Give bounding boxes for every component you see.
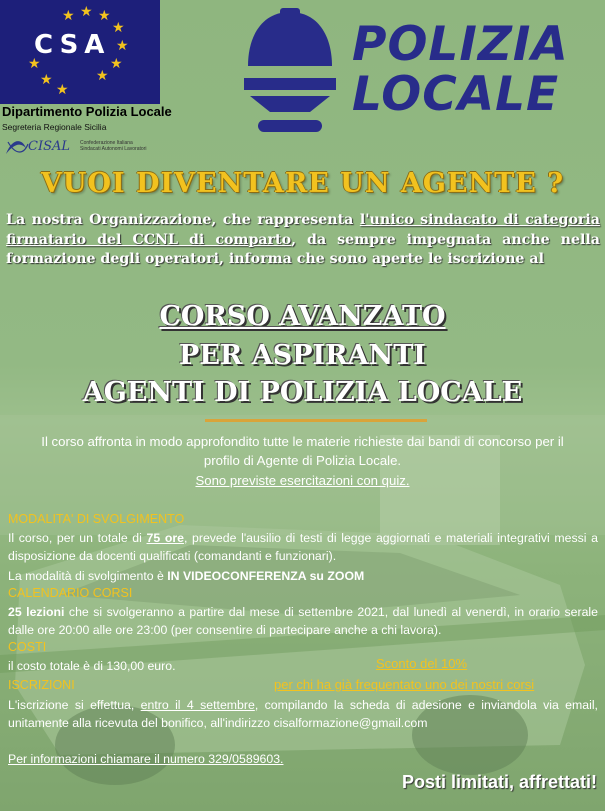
calendario-lezioni: 25 lezioni <box>8 605 65 619</box>
costi-heading: COSTI <box>8 640 47 654</box>
csa-logo <box>0 0 160 104</box>
logo-line-1: POLIZIA <box>352 17 569 72</box>
course-description: Il corso affronta in modo approfondito tutte le materie richieste dai bandi di concorso per il profilo di Agente di Polizia Locale. <box>41 434 564 468</box>
svg-text:★: ★ <box>110 55 123 71</box>
modalita-t3b: IN VIDEOCONFERENZA su ZOOM <box>167 569 365 583</box>
calendario-heading: CALENDARIO CORSI <box>8 586 133 600</box>
svg-text:★: ★ <box>56 81 69 97</box>
iscrizioni-t1: L'iscrizione si effettua, <box>8 698 141 712</box>
svg-text:★: ★ <box>62 7 75 23</box>
calendario-text <box>8 603 598 639</box>
modalita-text <box>8 529 598 565</box>
svg-text:★: ★ <box>40 71 53 87</box>
svg-text:★: ★ <box>112 19 125 35</box>
modalita-hours: 75 ore <box>146 531 184 545</box>
iscrizioni-text <box>8 696 598 732</box>
helmet-icon <box>240 8 340 143</box>
headline-question: VUOI DIVENTARE UN AGENTE ? <box>40 168 565 199</box>
exercises-note: Sono previste esercitazioni con quiz. <box>195 473 410 488</box>
intro-part-2: , da sempre impegnata anche nella formazione degli operatori, informa che sono aperte le iscrizione al <box>6 231 600 267</box>
department-title: Dipartimento Polizia Locale <box>2 104 172 119</box>
intro-underlined: l'unico sindacato di categoria firmatario del CCNL di comparto <box>6 212 600 248</box>
svg-text:★: ★ <box>96 67 109 83</box>
modalita-t2: , prevede l'ausilio di testi di legge aggiornati e materiali integrativi messi a disposizione da docenti qualificati (comandanti e funzionari). <box>8 531 598 563</box>
divider <box>205 419 427 422</box>
modalita-heading: MODALITA' DI SVOLGIMENTO <box>8 512 185 526</box>
modalita-t1: Il corso, per un totale di <box>8 531 147 545</box>
svg-text:★: ★ <box>80 3 93 19</box>
sconto-label: Sconto del 10% <box>376 656 468 671</box>
segreteria-label: Segreteria Regionale Sicilia <box>2 122 107 132</box>
limited-places-note: Posti limitati, affrettati! <box>401 772 597 792</box>
course-title-line-3: AGENTI DI POLIZIA LOCALE <box>82 377 523 408</box>
iscrizioni-entro: entro il 4 settembre <box>140 698 255 712</box>
modalita-mode <box>8 567 598 585</box>
polizia-locale-title <box>352 17 569 122</box>
costi-text: il costo totale è di 130,00 euro. <box>8 659 176 673</box>
iscrizioni-heading: ISCRIZIONI <box>8 678 75 692</box>
csa-text: CSA <box>34 30 111 60</box>
iscrizioni-t2: , compilando la scheda di adesione e inviandola via email, unitamente alla ricevuta del bonifico, all'indirizzo cisalformazione@gmail.com <box>8 698 598 730</box>
intro-part-1: La nostra Organizzazione, che rappresenta <box>6 212 360 228</box>
modalita-t3: La modalità di svolgimento è <box>8 569 168 583</box>
sconto-condition: per chi ha già frequentato uno dei nostri corsi <box>274 677 535 692</box>
cisal-text: CISAL <box>28 139 71 154</box>
logo-line-2: LOCALE <box>352 67 560 122</box>
course-title-line-2: PER ASPIRANTI <box>179 340 426 371</box>
intro-paragraph <box>6 211 600 270</box>
svg-text:★: ★ <box>116 37 129 53</box>
svg-text:★: ★ <box>28 55 41 71</box>
calendario-body: che si svolgeranno a partire dal mese di settembre 2021, dal lunedì al venerdì, in orario serale dalle ore 20:00 alle ore 23:00 (per consentire di partecipare anche a chi lavora). <box>8 605 598 637</box>
contact-info: Per informazioni chiamare il numero 329/0589603. <box>8 752 284 766</box>
cisal-subtitle: Confederazione Italiana Sindacati Autonomi Lavoratori <box>80 140 147 152</box>
svg-text:★: ★ <box>98 7 111 23</box>
course-title-line-1: CORSO AVANZATO <box>159 301 446 332</box>
